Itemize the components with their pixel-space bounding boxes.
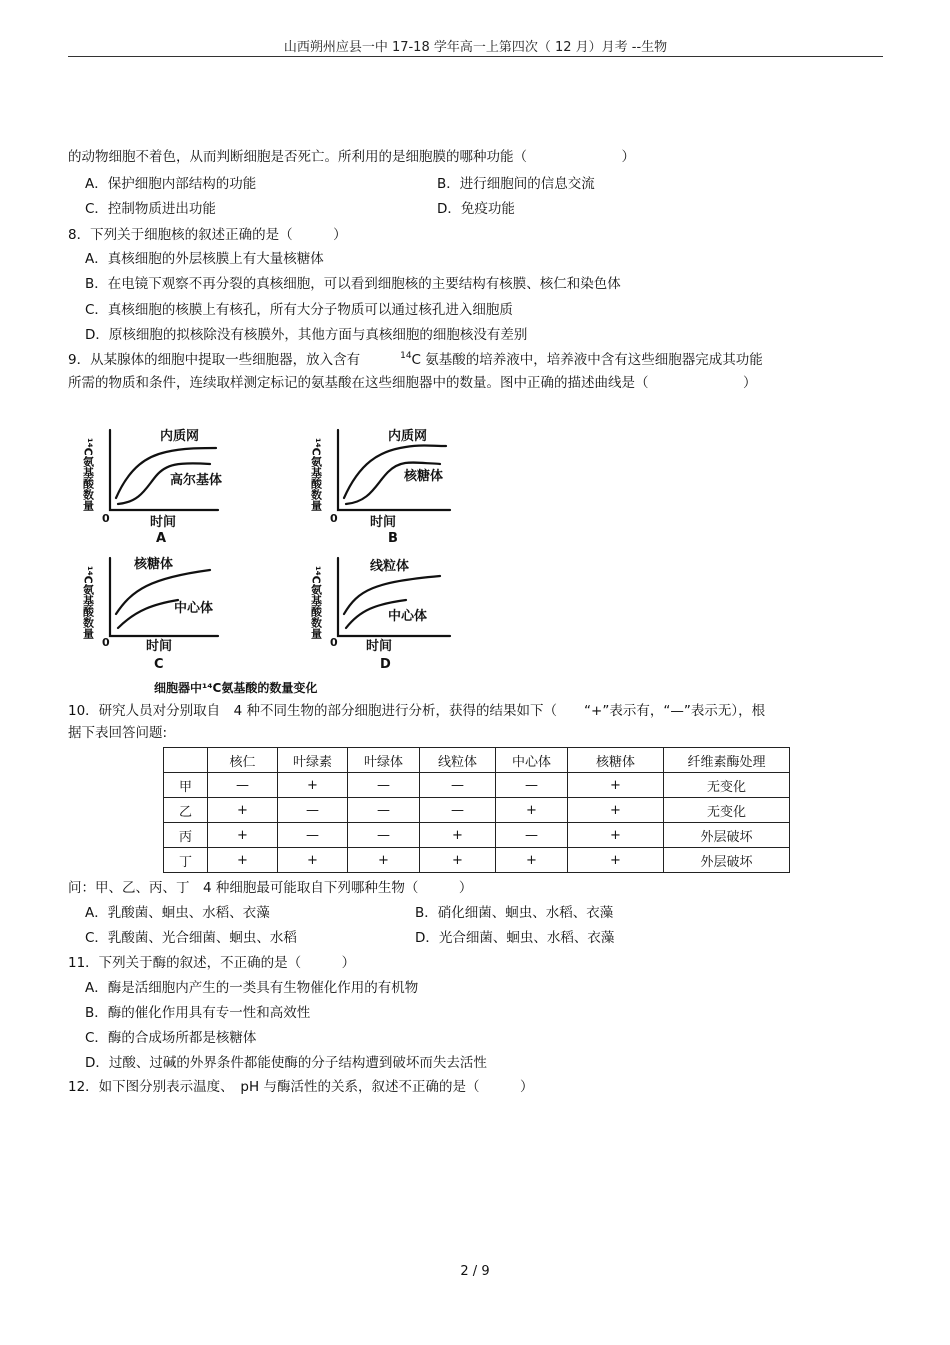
table-cell: — bbox=[208, 773, 278, 798]
table-header-cell: 核仁 bbox=[208, 748, 278, 773]
q7-option-d: D．免疫功能 bbox=[437, 201, 515, 217]
q10-option-c: C．乳酸菌、光合细菌、蛔虫、水稻 bbox=[85, 930, 297, 946]
panel-b-bottom-label: 核糖体 bbox=[404, 469, 444, 484]
q11-option-b: B．酶的催化作用具有专一性和高效性 bbox=[85, 1005, 311, 1021]
q8-option-c: C．真核细胞的核膜上有核孔，所有大分子物质可以通过核孔进入细胞质 bbox=[85, 302, 513, 318]
panel-d-ylabel: ¹⁴C氨基酸数量 bbox=[309, 566, 323, 639]
table-cell: 甲 bbox=[164, 773, 208, 798]
header-rule bbox=[68, 56, 883, 57]
q11-option-d: D．过酸、过碱的外界条件都能使酶的分子结构遭到破坏而失去活性 bbox=[85, 1055, 487, 1071]
panel-d-top-label: 线粒体 bbox=[370, 559, 410, 574]
table-cell: 乙 bbox=[164, 798, 208, 823]
table-cell: 外层破坏 bbox=[664, 848, 790, 873]
table-cell: — bbox=[278, 823, 348, 848]
q11-option-c: C．酶的合成场所都是核糖体 bbox=[85, 1030, 257, 1046]
q8-option-d: D．原核细胞的拟核除没有核膜外，其他方面与真核细胞的细胞核没有差别 bbox=[85, 327, 528, 343]
question-12-stem: 12．如下图分别表示温度、 pH 与酶活性的关系，叙述不正确的是（ ） bbox=[68, 1079, 534, 1095]
table-cell: 丁 bbox=[164, 848, 208, 873]
panel-c-origin: 0 bbox=[102, 636, 110, 649]
panel-b-ylabel: ¹⁴C氨基酸数量 bbox=[309, 438, 323, 511]
q10-option-b: B．硝化细菌、蛔虫、水稻、衣藻 bbox=[415, 905, 614, 921]
table-cell: — bbox=[420, 773, 496, 798]
table-cell: + bbox=[568, 773, 664, 798]
panel-a-bottom-label: 高尔基体 bbox=[170, 473, 223, 488]
panel-d-letter: D bbox=[380, 657, 391, 672]
table-cell: + bbox=[568, 823, 664, 848]
table-row bbox=[164, 773, 790, 798]
table-cell: + bbox=[208, 848, 278, 873]
q10-option-d: D．光合细菌、蛔虫、水稻、衣藻 bbox=[415, 930, 615, 946]
q7-option-b: B．进行细胞间的信息交流 bbox=[437, 176, 595, 192]
table-cell: + bbox=[568, 848, 664, 873]
q8-option-a: A．真核细胞的外层核膜上有大量核糖体 bbox=[85, 251, 324, 267]
panel-c-bottom-label: 中心体 bbox=[174, 601, 214, 616]
q9-text-pre: 9．从某腺体的细胞中提取一些细胞器，放入含有 bbox=[68, 352, 361, 368]
table-row bbox=[164, 848, 790, 873]
table-header-cell: 中心体 bbox=[496, 748, 568, 773]
panel-c-curve-lower bbox=[118, 600, 178, 628]
question-9-stem-line1 bbox=[68, 351, 763, 371]
table-cell: + bbox=[420, 823, 496, 848]
table-cell: 丙 bbox=[164, 823, 208, 848]
panel-a-letter: A bbox=[156, 531, 167, 546]
question-9-stem-line2: 所需的物质和条件，连续取样测定标记的氨基酸在这些细胞器中的数量。图中正确的描述曲线是（ ） bbox=[68, 375, 757, 391]
q9-text-post: C 氨基酸的培养液中，培养液中含有这些细胞器完成其功能 bbox=[411, 352, 763, 368]
question-10-stem-line1: 10．研究人员对分别取自 4 种不同生物的部分细胞进行分析，获得的结果如下（ “+”表示有，“—”表示无），根 bbox=[68, 703, 766, 719]
table-header-cell: 纤维素酶处理 bbox=[664, 748, 790, 773]
table-cell: — bbox=[348, 823, 420, 848]
question-7-stem-tail: 的动物细胞不着色，从而判断细胞是否死亡。所利用的是细胞膜的哪种功能（ ） bbox=[68, 149, 635, 165]
question-10-stem-line2: 据下表回答问题: bbox=[68, 725, 168, 741]
q8-option-b: B．在电镜下观察不再分裂的真核细胞，可以看到细胞核的主要结构有核膜、核仁和染色体 bbox=[85, 276, 621, 292]
table-cell: + bbox=[208, 823, 278, 848]
q7-option-c: C．控制物质进出功能 bbox=[85, 201, 216, 217]
q7-option-a: A．保护细胞内部结构的功能 bbox=[85, 176, 257, 192]
table-cell: — bbox=[278, 798, 348, 823]
table-cell: + bbox=[496, 798, 568, 823]
panel-a-top-label: 内质网 bbox=[160, 429, 200, 444]
figure-caption: 细胞器中¹⁴C氨基酸的数量变化 bbox=[154, 681, 318, 695]
table-cell: + bbox=[420, 848, 496, 873]
panel-c-top-label: 核糖体 bbox=[134, 557, 174, 572]
table-cell: — bbox=[348, 798, 420, 823]
panel-a-xlabel: 时间 bbox=[150, 515, 177, 530]
table-cell: — bbox=[496, 823, 568, 848]
table-header-cell: 核糖体 bbox=[568, 748, 664, 773]
table-cell: 外层破坏 bbox=[664, 823, 790, 848]
panel-c-xlabel: 时间 bbox=[146, 639, 173, 654]
q10-option-a: A．乳酸菌、蛔虫、水稻、衣藻 bbox=[85, 905, 270, 921]
panel-d-origin: 0 bbox=[330, 636, 338, 649]
table-header-cell: 线粒体 bbox=[420, 748, 496, 773]
table-row bbox=[164, 798, 790, 823]
table-header-row bbox=[164, 748, 790, 773]
table-cell: — bbox=[348, 773, 420, 798]
organelle-curves-svg bbox=[70, 418, 490, 698]
question-8-stem: 8．下列关于细胞核的叙述正确的是（ ） bbox=[68, 227, 347, 243]
panel-b-letter: B bbox=[388, 531, 398, 546]
panel-c-ylabel: ¹⁴C氨基酸数量 bbox=[81, 566, 95, 639]
table-cell: + bbox=[348, 848, 420, 873]
table-cell: — bbox=[496, 773, 568, 798]
table-cell: + bbox=[278, 848, 348, 873]
panel-a-origin: 0 bbox=[102, 512, 110, 525]
table-header-cell: 叶绿体 bbox=[348, 748, 420, 773]
table-header-cell bbox=[164, 748, 208, 773]
panel-a-ylabel: ¹⁴C氨基酸数量 bbox=[81, 438, 95, 511]
question-10-prompt: 问：甲、乙、丙、丁 4 种细胞最可能取自下列哪种生物（ ） bbox=[68, 880, 473, 896]
page-number: 2 / 9 bbox=[460, 1264, 490, 1279]
panel-d-bottom-label: 中心体 bbox=[388, 609, 428, 624]
q9-superscript: 14 bbox=[400, 351, 412, 361]
panel-b-xlabel: 时间 bbox=[370, 515, 397, 530]
table-cell: 无变化 bbox=[664, 798, 790, 823]
panel-d-xlabel: 时间 bbox=[366, 639, 393, 654]
cell-analysis-table bbox=[163, 747, 790, 873]
question-11-stem: 11．下列关于酶的叙述，不正确的是（ ） bbox=[68, 955, 356, 971]
table-cell: — bbox=[420, 798, 496, 823]
table-cell: + bbox=[278, 773, 348, 798]
table-cell: + bbox=[496, 848, 568, 873]
organelle-curve-figure bbox=[70, 418, 490, 698]
panel-b-origin: 0 bbox=[330, 512, 338, 525]
page-header: 山西朔州应县一中 17-18 学年高一上第四次（ 12 月）月考 --生物 bbox=[283, 40, 668, 55]
table-cell: + bbox=[568, 798, 664, 823]
table-row bbox=[164, 823, 790, 848]
panel-c-letter: C bbox=[154, 657, 164, 672]
table-header-cell: 叶绿素 bbox=[278, 748, 348, 773]
table-cell: + bbox=[208, 798, 278, 823]
panel-b-top-label: 内质网 bbox=[388, 429, 428, 444]
q11-option-a: A．酶是活细胞内产生的一类具有生物催化作用的有机物 bbox=[85, 980, 419, 996]
table-cell: 无变化 bbox=[664, 773, 790, 798]
